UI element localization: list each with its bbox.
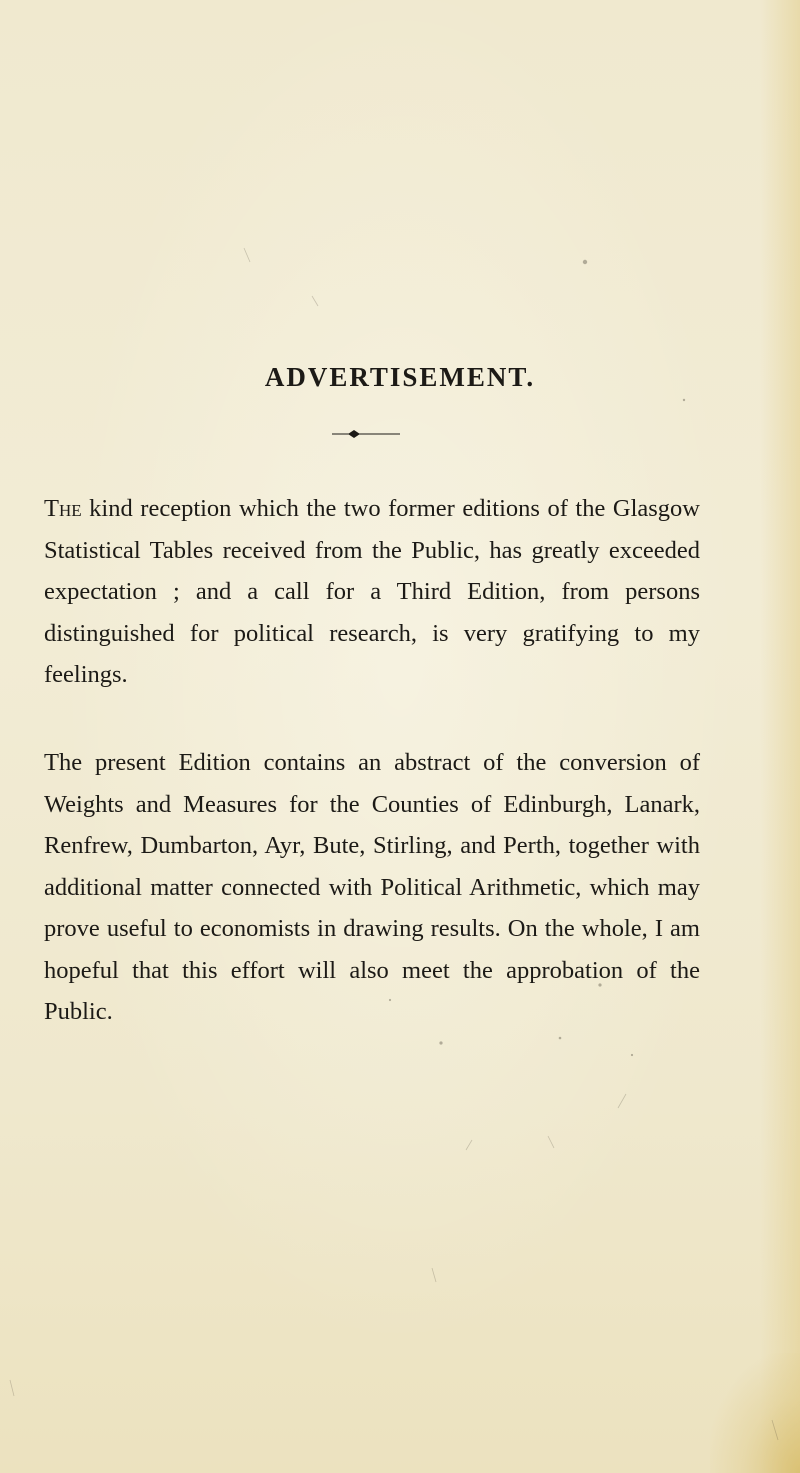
paragraph-first-lead-word: The — [44, 495, 82, 522]
diamond-rule-ornament — [332, 428, 400, 440]
paragraph-first-body: kind reception which the two former editions of the Glasgow Statistical Tables received from the Public, has greatly exceeded expectation ; and a call for a Third Edition, from persons distinguished for political research, is very gratifying to my feelings. — [44, 495, 700, 688]
paragraph-first — [44, 488, 700, 696]
page-title: ADVERTISEMENT. — [264, 362, 536, 392]
corner-stain — [710, 1353, 800, 1473]
paragraph-second: The present Edition contains an abstract of the conversion of Weights and Measures for the Counties of Edinburgh, Lanark, Renfrew, Dumbarton, Ayr, Bute, Stirling, and Perth, together with additional matter connected with Political Arithmetic, which may prove useful to economists in drawing results. On the whole, I am hopeful that this effort will also meet the approbation of the Public. — [44, 749, 700, 1025]
page-edge-shading — [760, 0, 800, 1473]
